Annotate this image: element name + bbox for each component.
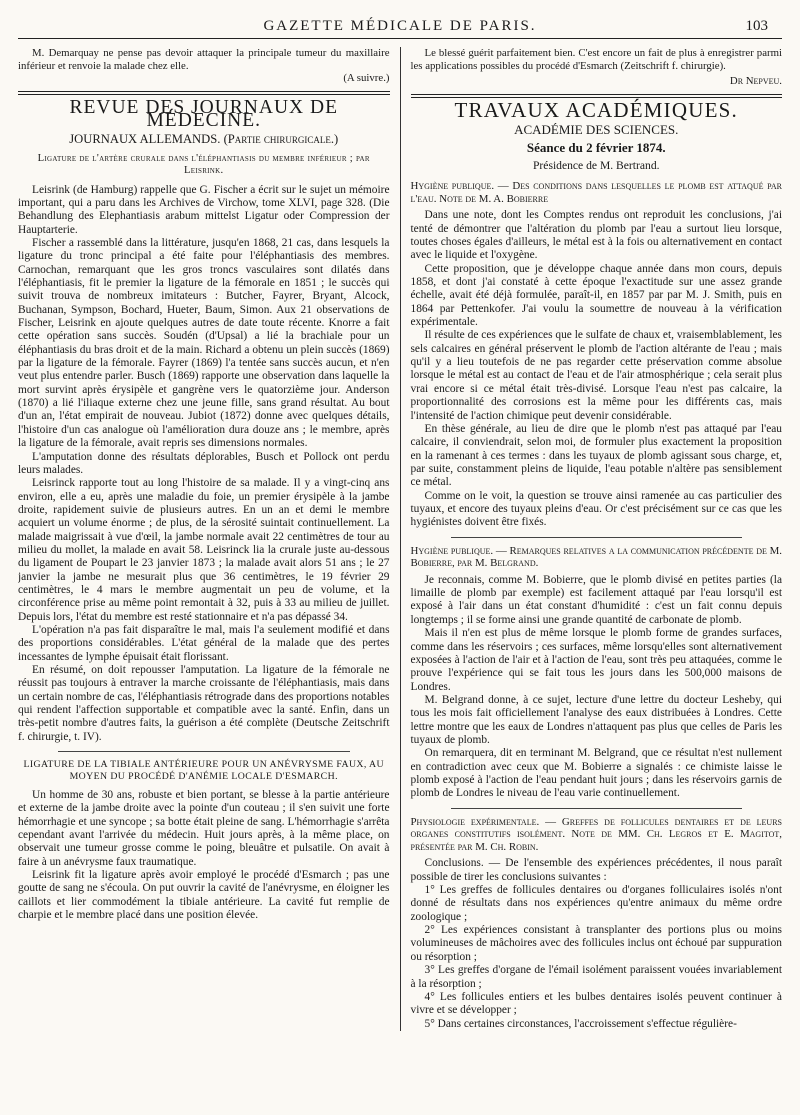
right-intro: Le blessé guérit parfaitement bien. C'est encore un fait de plus à enregistrer parmi les applications possibles du procédé d'Esmarch (Zeitschrift f. chirurgie).: [410, 47, 782, 72]
separator-rule: [58, 751, 350, 752]
paragraph: Leisrink fit la ligature après avoir employé le procédé d'Esmarch ; pas une goutte de sang ne s'écoula. On put ouvrir la cavité de l'anévrysme, en éloigner les caillots et lier commodément la tibiale antérieure. La cavité fut remplie de charpie et le membre placé dans une position élevée.: [18, 869, 390, 922]
section-title-revue: REVUE DES JOURNAUX DE MÉDECINE.: [69, 96, 339, 132]
paragraph: Un homme de 30 ans, robuste et bien portant, se blesse à la partie antérieure et externe de la jambe droite avec la pointe d'un couteau ; il s'en suivit une forte hémorrhagie et une syncope ; sa botte était pleine de sang. L'hémorrhagie s'arrêta cependant avant l'arrivée du médecin. Huit jours après, à la même place, on observait une tumeur grosse comme le poing, bleuâtre et pulsatile. On avait à faire à un anévrysme faux traumatique.: [18, 789, 390, 868]
article-head-plomb: Hygiène publique. — Des conditions dans lesquelles le plomb est attaqué par l'eau. Note de M. A. Bobierre: [410, 180, 782, 205]
paragraph: 3° Les greffes d'organe de l'émail isolément paraissent vouées invariablement à la résorption ;: [410, 964, 782, 990]
paragraph: En thèse générale, au lieu de dire que le plomb n'est pas attaqué par l'eau calcaire, il conviendrait, selon moi, de formuler plus exactement la proposition en la ramenant à ces termes : dans les tuyaux de plomb agissant sous charge, et, par suite, constamment pleins de liquide, l'eau potable n'altère pas sensiblement ce métal.: [410, 422, 782, 489]
journal-title: GAZETTE MÉDICALE DE PARIS.: [263, 18, 537, 34]
paragraph: 5° Dans certaines circonstances, l'accroissement s'effectue régulière-: [424, 1017, 737, 1030]
seance-date: Séance du 2 février 1874.: [526, 140, 666, 156]
paragraph: En résumé, on doit repousser l'amputation. La ligature de la fémorale ne réussit pas toujours à entraver la marche croissante de l'éléphantiasis, mais dans un certain nombre de cas, l'éléphantiasis rétrograde dans des proportions notables qui rendent l'affection supportable et compatible avec la santé. Enfin, dans un très-petit nombre d'autres faits, la guérison a été complète (Deutsche Zeitschrift f. chirurgie, t. IV).: [18, 664, 390, 743]
paragraph: Cette proposition, que je développe chaque année dans mon cours, depuis 1858, et dont j'ai constaté à cette époque l'exactitude sur une assez grande échelle, avait été déjà formulée, paraît-il, en 1857 par par M. J. Smith, puis en 1864 par Pettenkofer. J'ai voulu la soumettre de nouveau à la vérification expérimentale.: [410, 262, 782, 329]
left-column: [18, 47, 401, 1031]
article-head-belgrand: Hygiène publique. — Remarques relatives a la communication précédente de M. Bobierre, par M. Belgrand.: [410, 544, 782, 570]
paragraph: 4° Les follicules entiers et les bulbes dentaires isolés peuvent continuer à vivre et se développer ;: [410, 990, 782, 1017]
presidence: Présidence de M. Bertrand.: [532, 158, 660, 172]
subsection-heading: [18, 133, 390, 146]
paragraph: 1° Les greffes de follicules dentaires ou d'organes folliculaires isolés n'ont donné de résultats dans nos expériences qu'entre animaux du même ordre zoologique ;: [410, 884, 782, 923]
paragraph: 2° Les expériences consistant à transplanter des portions plus ou moins volumineuses de mâchoires avec des follicules inclus ont échoué par suppuration ou résorption ;: [410, 924, 782, 963]
article-body-ligature-crurale: [18, 184, 390, 744]
paragraph: Il résulte de ces expériences que le sulfate de chaux et, vraisemblablement, les sels calcaires en général préservent le plomb de l'action altérante de l'eau ; mais qu'il y a lieu toutefois de ne pas regarder cette préservation comme absolue lorsque le métal est au contact de l'eau et de l'air atmosphérique ; cela serait plus vrai encore si ce métal était très-divisé. Lorsque l'eau n'est pas calcaire, la proportionnalité des corrosions est la même pour les différents cas, mais l'intensité de l'action chimique peut devenir considérable.: [410, 329, 782, 422]
paragraph: L'amputation donne des résultats déplorables, Busch et Pollock ont perdu leurs malades.: [18, 450, 390, 476]
article-body-greffes: [411, 857, 783, 1030]
paragraph: L'opération n'a pas fait disparaître le mal, mais l'a seulement modifié et dans des proportions considérables. L'état général de la malade que des pertes incessantes de lymphe épuisait était florissant.: [18, 623, 390, 663]
right-column: [401, 47, 783, 1031]
separator-rule: [451, 808, 743, 809]
subsection-paren: (Partie chirurgicale.): [223, 132, 339, 147]
a-suivre: (A suivre.): [343, 72, 390, 85]
left-intro: M. Demarquay ne pense pas devoir attaquer la principale tumeur du maxillaire inférieur et renvoie la malade chez elle.: [18, 47, 390, 72]
paragraph: Comme on le voit, la question se trouve ainsi ramenée au cas particulier des tuyaux, et encore des tuyaux pleins d'eau. Or c'est précisément sur ce cas que les hygiénistes doivent être fixés.: [410, 489, 782, 529]
signature: Dr Nepveu.: [729, 75, 782, 88]
paragraph: On remarquera, dit en terminant M. Belgrand, que ce résultat n'est nullement en contradiction avec ceux que M. Bobierre a signalés : ce chimiste laisse le plomb exposé à l'action de l'eau pendant huit jours ; dans les réservoirs garnis de plomb de Londres le niveau de l'eau varie continuellement.: [410, 747, 782, 800]
paragraph: Mais il n'en est plus de même lorsque le plomb forme de grandes surfaces, comme dans les réservoirs ; ces surfaces, même lorsqu'elles sont alternativement exposées à l'action de l'air et à l'action de l'eau, sont très peu attaquées, comme le prouve l'expérience qui se fait tous les jours dans les 500,000 maisons de Londres.: [410, 627, 782, 693]
article-body-plomb: [411, 209, 783, 529]
paragraph: Conclusions. — De l'ensemble des expériences précédentes, il nous paraît possible de tirer les conclusions suivantes :: [410, 857, 782, 883]
running-header: [18, 14, 782, 39]
academy-heading: ACADÉMIE DES SCIENCES.: [514, 122, 679, 138]
article-body-belgrand: [411, 574, 783, 801]
double-rule: [18, 91, 390, 95]
section-title-travaux: TRAVAUX ACADÉMIQUES.: [454, 97, 738, 122]
article-title-tibiale: LIGATURE DE LA TIBIALE ANTÉRIEURE POUR UN ANÉVRYSME FAUX, AU MOYEN DU PROCÉDÉ D'ANÉMIE LOCALE D'ESMARCH.: [23, 759, 385, 783]
paragraph: M. Belgrand donne, à ce sujet, lecture d'une lettre du docteur Lesheby, qui tous les mois fait officiellement l'analyse des eaux distribuées à Londres. Cette lettre montre que les eaux de Londres n'attaquent pas plus que celles de Paris les tuyaux de plomb.: [410, 693, 782, 746]
paragraph: Leisrink (de Hamburg) rappelle que G. Fischer a écrit sur le sujet un mémoire important, qui a paru dans les Archives de Virchow, tome XLVI, page 328. (Die Behandlung des Elephantiasis arabum mittelst Ligatur oder Compression der Hauptarterie.: [18, 183, 390, 236]
separator-rule: [451, 537, 743, 538]
article-head-greffes: Physiologie expérimentale. — Greffes de follicules dentaires et de leurs organes constitutifs isolément. Note de MM. Ch. Legros et E. Magitot, présentée par M. Ch. Robin.: [410, 815, 782, 853]
subsection-main: JOURNAUX ALLEMANDS.: [69, 132, 221, 147]
columns: [18, 47, 782, 1031]
paragraph: Je reconnais, comme M. Bobierre, que le plomb divisé en petites parties (la limaille de plomb par exemple) est facilement attaqué par l'eau lorsqu'il est exposé à l'air dans un état constant d'humidité : c'est un fait connu depuis longtemps ; il se forme ainsi une grande quantité de carbonate de plomb.: [410, 573, 782, 626]
article-body-tibiale: [18, 789, 390, 922]
paragraph: Fischer a rassemblé dans la littérature, jusqu'en 1868, 21 cas, dans lesquels la ligature du tronc principal a été faite pour l'éléphantiasis des membres. Carnochan, remarquant que les gros troncs vasculaires sont dilatés dans l'éléphantiasis, fit le premier la ligature de la fémorale en 1851 ; le succès qui suivit trouva de nombreux imitateurs : Butcher, Fayrer, Bryant, Alcock, Buchanan, Sympson, Bochard, Hueter, Baum, Simon. Aux 21 observations de Fischer, Leisrink en ajoute quelques autres de date toute récente. Knorre a fait cette opération sans succès. Soudén (d'Upsal) a lié la brachiale pour un éléphantiasis du bras droit et de la main. Richard a obtenu un plein succès (1869) par la ligature de la fémorale. Fayrer (1869) l'a tentée sans succès aucun, et n'en veut plus entendre parler. Busch (1869) rapporte une observation dans laquelle la mort survint après érysipèle et gangrène vers le quatorzième jour. Anderson (1870) a lié l'iliaque externe chez une jeune fille, sans grand résultat. Au bout d'un an, l'état empirait de nouveau. Jubiot (1872) donne avec quelques détails, l'histoire d'un cas analogue où l'amélioration dura douze ans ; le membre, après la ligature de la fémorale, avait repris ses dimensions normales.: [18, 237, 390, 450]
page-number: 103: [745, 18, 768, 34]
article-title-ligature-crurale: Ligature de l'artère crurale dans l'éléphantiasis du membre inférieur ; par Leisrink.: [37, 152, 370, 177]
paragraph: Leisrinck rapporte tout au long l'histoire de sa malade. Il y a vingt-cinq ans environ, elle a eu, après une maladie du foie, un premier érysipèle à la jambe droite, rapidement suivie de plusieurs autres. En un an et demi le membre acquiert un volume énorme ; de plus, de la sérosité suintait continuellement. La malade maigrissait à vue d'œil, la jambe normale avait 22 centimètres de tour au milieu du mollet, la malade en avait 58. Leisrinck lia la crurale juste au-dessous du ligament de Poupart le 23 janvier 1873 ; la malade avait alors 51 ans ; le 27 janvier la jambe ne mesurait plus que 36 centimètres, le 19 février 29 centimètres, le 4 mars le membre augmentait un peu de volume, et la circonférence prise au même point remontait à 32, puis à 33 au milieu de juillet. Depuis lors, l'état du membre est resté stationnaire et n'a pas dépassé 34.: [18, 477, 390, 623]
paragraph: Dans une note, dont les Comptes rendus ont reproduit les conclusions, j'ai tenté de démontrer que l'altération du plomb par l'eau a surtout lieu lorsque, toutes choses égales d'ailleurs, le métal est à la fois ou alternativement en contact avec le liquide et l'oxygène.: [410, 209, 782, 262]
